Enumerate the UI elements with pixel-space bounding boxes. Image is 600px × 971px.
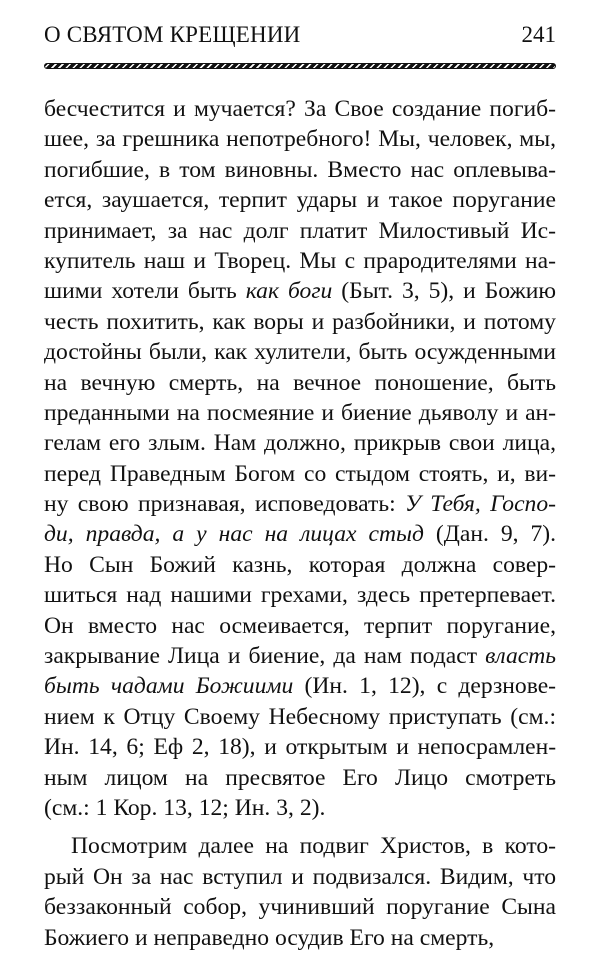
word: создание: [391, 96, 482, 122]
word: в: [482, 833, 494, 860]
word: 2).: [299, 794, 326, 821]
body-text: [44, 94, 556, 953]
word: Вместо: [327, 156, 402, 183]
word: и: [227, 643, 241, 670]
word: ви-: [524, 460, 557, 487]
word: и,: [497, 460, 516, 487]
text-line: [44, 155, 556, 185]
word: осмеивается,: [219, 612, 350, 639]
word: как: [212, 308, 246, 335]
word: 3,: [401, 278, 420, 305]
word: на: [390, 924, 414, 951]
word: удары: [296, 187, 358, 214]
italic-quote-word: на: [264, 521, 289, 548]
text-line: [44, 398, 556, 428]
word: Он: [44, 612, 74, 639]
word: вступил: [202, 863, 283, 890]
italic-quote-word: лицах: [300, 521, 357, 548]
word: виновны.: [224, 156, 319, 183]
word: прародителями: [363, 247, 517, 274]
word: воры: [253, 308, 304, 335]
word: вечное: [293, 369, 362, 396]
text-line: [44, 124, 556, 154]
word: ну: [44, 491, 69, 518]
word: шими: [44, 278, 103, 305]
word: разбойники,: [332, 308, 456, 335]
word: заушается,: [101, 187, 210, 214]
word: и: [291, 863, 304, 890]
word: и: [173, 96, 186, 122]
word: что: [522, 863, 557, 890]
word: грешника: [122, 126, 220, 153]
paragraph: [44, 94, 556, 823]
text-line: [44, 862, 556, 892]
word: грехами,: [260, 582, 348, 609]
italic-quote-word: а: [172, 521, 185, 548]
text-line: [44, 216, 556, 246]
text-line: [44, 732, 556, 762]
word: 6;: [126, 734, 145, 761]
word: Божию: [484, 278, 557, 305]
word: и: [505, 399, 519, 426]
word: (см.:: [44, 794, 90, 821]
word: непосрамлен-: [417, 734, 557, 761]
word: 3,: [276, 794, 294, 821]
word: пресвятое: [225, 764, 326, 791]
word: с: [344, 247, 356, 274]
word: казнь,: [232, 551, 293, 578]
word: Кор.: [113, 794, 158, 821]
word: да: [333, 643, 356, 670]
word: наш: [143, 247, 186, 274]
word: Ин.: [234, 794, 271, 821]
word: Сына: [501, 894, 556, 921]
word: человек,: [427, 126, 513, 153]
word: подвиг: [299, 833, 369, 860]
word: оплевыва-: [453, 156, 557, 183]
word: исповедовать:: [254, 491, 396, 518]
word: и: [366, 187, 380, 214]
word: Лицо: [394, 764, 449, 791]
word: должно,: [263, 430, 346, 457]
word: (см.:: [510, 703, 556, 730]
word: Своему: [183, 703, 260, 730]
word: нас: [198, 217, 233, 244]
word: смерть,: [419, 924, 495, 951]
word: терпит: [364, 612, 433, 639]
word: хулители,: [254, 339, 352, 366]
word: поношение,: [374, 369, 494, 396]
word: Видим,: [439, 863, 514, 890]
word: 1: [95, 794, 108, 821]
word: Свое: [334, 96, 384, 122]
page-header: [44, 22, 556, 52]
word: беззаконный: [44, 894, 172, 921]
text-line: [44, 94, 556, 124]
word: нашими: [170, 582, 252, 609]
word: приступать: [388, 703, 502, 730]
word: нием: [44, 703, 95, 730]
word: быть: [187, 278, 237, 305]
word: Лица: [168, 643, 220, 670]
word: со: [303, 460, 327, 487]
word: биение,: [248, 643, 326, 670]
italic-quote-word: нас: [218, 521, 253, 548]
word: нас: [171, 612, 205, 639]
word: за: [167, 217, 188, 244]
word: За: [304, 96, 327, 122]
word: были,: [148, 339, 208, 366]
word: 14,: [88, 734, 118, 761]
word: неправедно: [153, 924, 270, 951]
word: дьяволу: [418, 399, 499, 426]
word: лица,: [502, 430, 556, 457]
word: Праведным: [109, 460, 226, 487]
italic-quote-word: Госпо-: [490, 491, 557, 518]
word: и: [311, 308, 325, 335]
word: Божиего: [44, 924, 130, 951]
text-line: [44, 892, 556, 922]
paragraph-gap: [44, 823, 556, 831]
text-line: [44, 459, 556, 489]
word: мы,: [519, 126, 556, 153]
word: собор,: [183, 894, 247, 921]
word: Ис-: [520, 217, 556, 244]
word: 5),: [428, 278, 455, 305]
word: лицом: [104, 764, 168, 791]
word: Милостивый: [378, 217, 510, 244]
word: рый: [44, 863, 85, 890]
italic-quote-word: у: [196, 521, 207, 548]
word: 9,: [500, 521, 519, 548]
word: кото-: [504, 833, 556, 860]
word: стоять,: [418, 460, 489, 487]
word: (Ин.: [304, 673, 348, 700]
word: Посмотрим: [71, 833, 188, 860]
word: подвизался.: [312, 863, 432, 890]
paragraph: [44, 831, 556, 953]
word: погибшие,: [44, 156, 150, 183]
italic-quote-word: быть: [44, 673, 100, 700]
word: нас: [159, 863, 194, 890]
word: Небесному: [268, 703, 381, 730]
word: гелам: [44, 430, 102, 457]
word: далее: [198, 833, 254, 860]
word: Мы: [299, 247, 337, 274]
word: Нам: [213, 430, 257, 457]
word: биение: [340, 399, 412, 426]
word: честь: [44, 308, 99, 335]
word: над: [126, 582, 162, 609]
word: ется,: [44, 187, 93, 214]
word: его: [108, 430, 141, 457]
text-line: [44, 489, 556, 519]
word: шиться: [44, 582, 118, 609]
text-line: [44, 831, 556, 861]
word: хотели: [111, 278, 179, 305]
word: совер-: [492, 551, 556, 578]
text-line: [44, 550, 556, 580]
word: достойны: [44, 339, 142, 366]
word: и: [463, 278, 476, 305]
word: учинивший: [258, 894, 375, 921]
italic-quote-word: боги: [287, 278, 333, 305]
word: которая: [308, 551, 386, 578]
word: на: [256, 369, 280, 396]
text-line: [44, 276, 556, 306]
italic-quote-word: власть: [485, 643, 556, 670]
word: долг: [243, 217, 289, 244]
word: признавая,: [137, 491, 246, 518]
word: как: [214, 339, 248, 366]
word: принимает,: [44, 217, 157, 244]
word: подаст: [410, 643, 478, 670]
word: и: [463, 308, 476, 335]
word: такое: [388, 187, 443, 214]
word: поругание: [386, 894, 490, 921]
word: в: [159, 156, 171, 183]
word: вместо: [88, 612, 157, 639]
italic-quote-word: Божиими: [195, 673, 294, 700]
text-line: [44, 185, 556, 215]
word: на: [176, 399, 200, 426]
word: том: [179, 156, 216, 183]
word: 13,: [163, 794, 193, 821]
word: за: [131, 863, 152, 890]
text-line: [44, 368, 556, 398]
text-line: [44, 641, 556, 671]
word: свои: [448, 430, 495, 457]
word: шее,: [44, 126, 90, 153]
word: Христов,: [380, 833, 471, 860]
word: вечную: [80, 369, 156, 396]
word: осужденными: [414, 339, 556, 366]
word: Мы,: [378, 126, 421, 153]
word: Но: [44, 551, 73, 578]
word: Божий: [149, 551, 216, 578]
word: перед: [44, 460, 102, 487]
word: платит: [299, 217, 368, 244]
word: купитель: [44, 247, 136, 274]
word: стыдом: [335, 460, 410, 487]
word: терпит: [218, 187, 287, 214]
word: Богом: [234, 460, 296, 487]
word: на: [44, 369, 68, 396]
italic-quote-word: чадами: [110, 673, 185, 700]
word: Сын: [89, 551, 134, 578]
word: 12),: [388, 673, 426, 700]
word: 12;: [198, 794, 229, 821]
word: быть: [358, 339, 408, 366]
word: злым.: [148, 430, 206, 457]
word: на: [184, 764, 209, 791]
word: Отцу: [123, 703, 176, 730]
word: закрывание: [44, 643, 160, 670]
word: поругание,: [446, 612, 557, 639]
word: и: [264, 734, 277, 761]
word: Еф: [153, 734, 184, 761]
text-line: [44, 923, 556, 953]
word: и: [396, 734, 409, 761]
italic-quote-word: стыд: [368, 521, 424, 548]
word: и: [321, 399, 334, 426]
word: погиб-: [489, 96, 556, 122]
text-line: [44, 307, 556, 337]
word: с: [436, 673, 448, 700]
italic-quote-word: как: [245, 278, 280, 305]
word: 2,: [191, 734, 210, 761]
word: здесь: [356, 582, 411, 609]
word: Ин.: [44, 734, 80, 761]
text-line: [44, 337, 556, 367]
text-line: [44, 246, 556, 276]
text-line: [44, 519, 556, 549]
page-number: 241: [521, 22, 556, 47]
word: смотреть: [465, 764, 556, 791]
text-line: [44, 702, 556, 732]
word: (Быт.: [341, 278, 393, 305]
running-title: О СВЯТОМ КРЕЩЕНИИ: [44, 22, 301, 47]
word: нам: [363, 643, 402, 670]
word: за: [95, 126, 116, 153]
word: 18),: [218, 734, 256, 761]
word: бесчестится: [44, 96, 166, 122]
word: и: [193, 247, 207, 274]
italic-quote-word: ди,: [44, 521, 74, 548]
word: нас: [410, 156, 445, 183]
text-line: [44, 793, 556, 823]
ornamental-rope-rule: [44, 63, 556, 69]
word: поругание: [452, 187, 557, 214]
word: быть: [507, 369, 556, 396]
word: Он: [93, 863, 123, 890]
text-line: [44, 428, 556, 458]
word: открытым: [285, 734, 388, 761]
word: ным: [44, 764, 88, 791]
text-line: [44, 671, 556, 701]
word: 1,: [359, 673, 377, 700]
word: должна: [401, 551, 477, 578]
word: осудив: [275, 924, 344, 951]
word: ан-: [525, 399, 557, 426]
word: и: [134, 924, 148, 951]
word: Его: [342, 764, 378, 791]
word: Творец.: [214, 247, 292, 274]
word: потому: [483, 308, 556, 335]
word: посмеяние: [206, 399, 315, 426]
word: (Дан.: [435, 521, 489, 548]
italic-quote-word: У: [404, 491, 421, 518]
word: непотребного!: [226, 126, 372, 153]
word: на-: [525, 247, 557, 274]
word: мучается?: [193, 96, 296, 122]
word: претерпевает.: [419, 582, 556, 609]
word: 7).: [530, 521, 557, 548]
word: свою: [77, 491, 129, 518]
word: к: [103, 703, 115, 730]
text-line: [44, 611, 556, 641]
word: дерзнове-: [458, 673, 557, 700]
text-line: [44, 763, 556, 793]
word: на: [265, 833, 289, 860]
word: похитить,: [106, 308, 205, 335]
text-line: [44, 580, 556, 610]
italic-quote-word: правда,: [85, 521, 161, 548]
word: Его: [349, 924, 385, 951]
italic-quote-word: Тебя,: [430, 491, 481, 518]
word: смерть,: [168, 369, 244, 396]
word: преданными: [44, 399, 170, 426]
word: прикрыв: [353, 430, 442, 457]
